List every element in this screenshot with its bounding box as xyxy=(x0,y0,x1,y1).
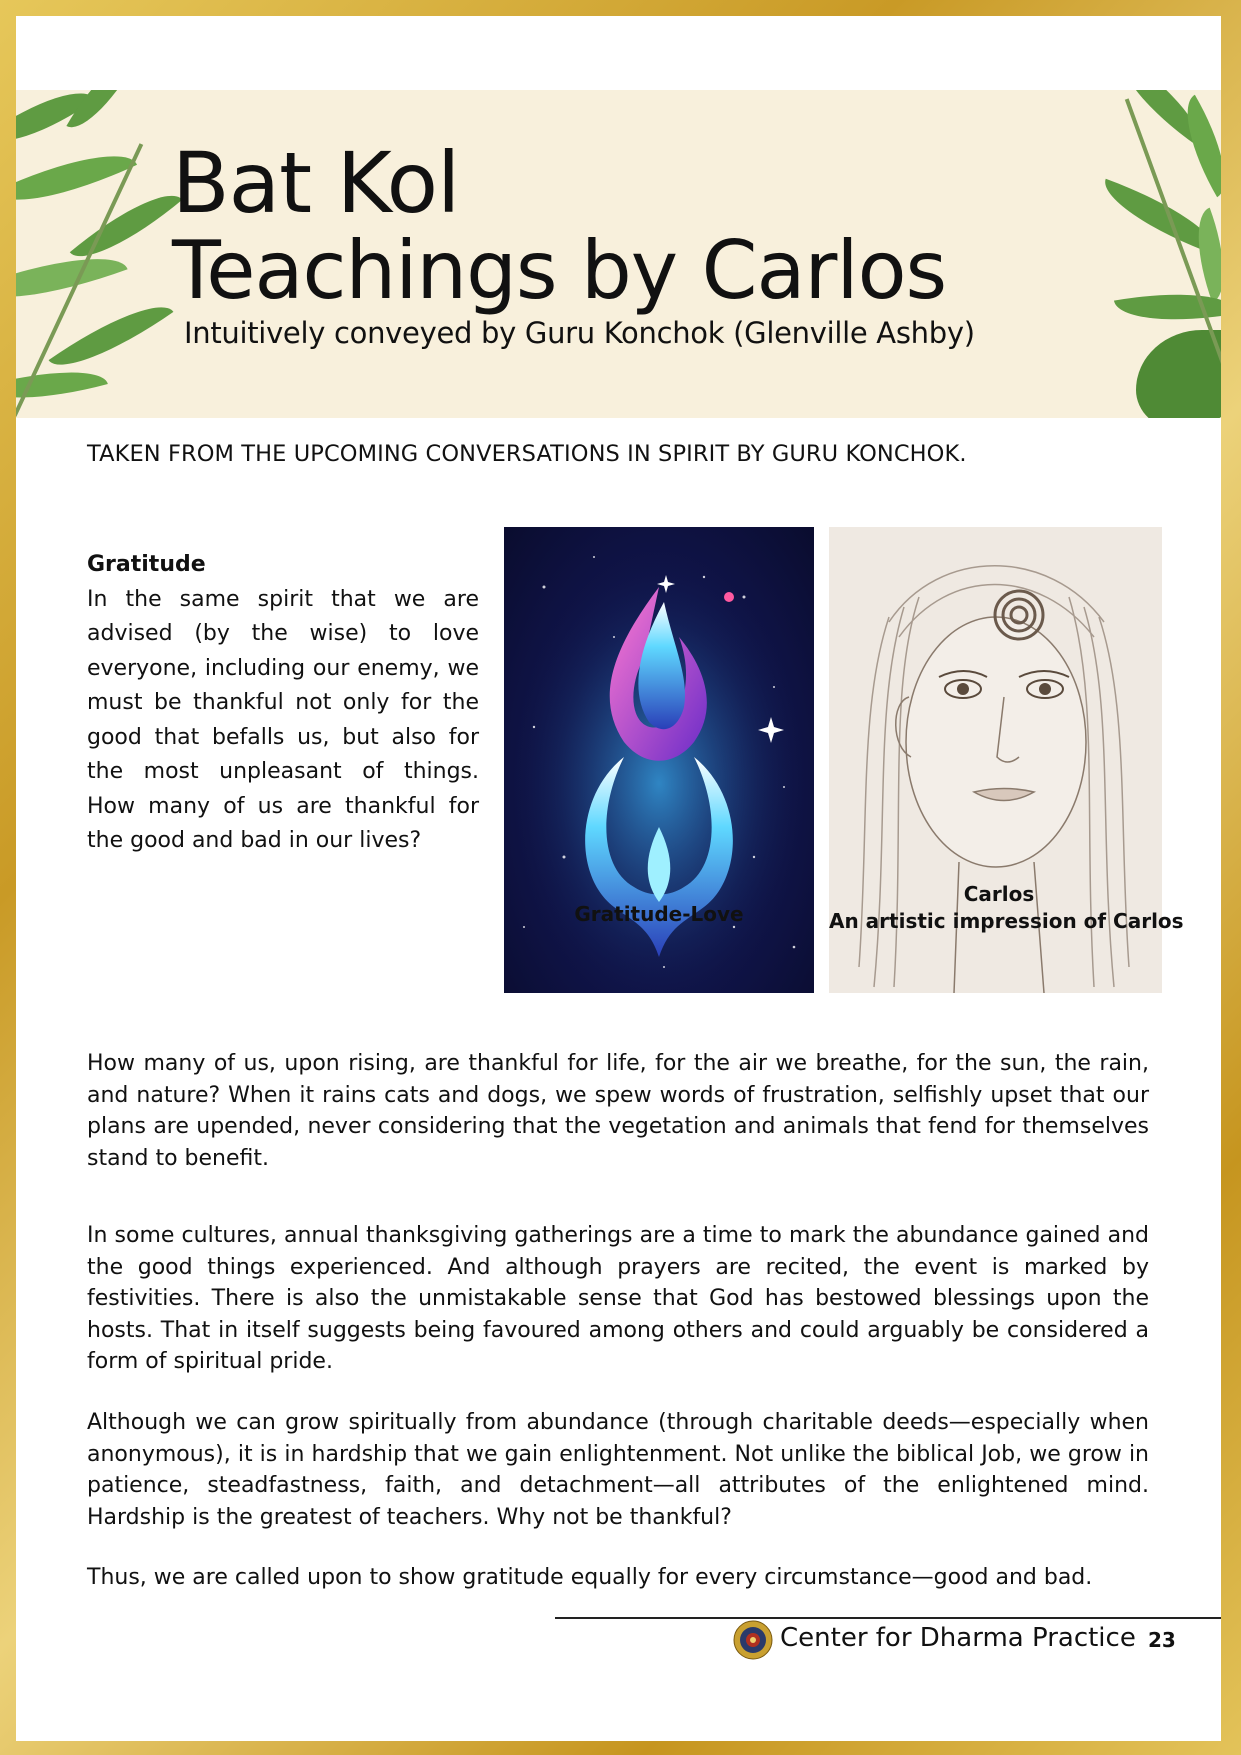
page xyxy=(16,16,1221,1741)
paragraph: Although we can grow spiritually from abundance (through charitable deeds—especially when anonymous), it is in hardship that we gain enlightenment. Not unlike the biblical Job, we grow in patience, steadfastness, faith, and detachment—all attributes of the enlightened mind. Hardship is the greatest of teachers. Why not be thankful? xyxy=(87,1410,1149,1530)
title-line-2: Teachings by Carlos xyxy=(172,224,947,317)
footer-org-name: Center for Dharma Practice xyxy=(780,1623,1136,1653)
caption-carlos-name: Carlos xyxy=(963,882,1035,906)
paragraph: Thus, we are called upon to show gratitude equally for every circumstance—good and bad. xyxy=(87,1565,1093,1590)
intro-block xyxy=(87,548,479,859)
page-number: 23 xyxy=(1148,1628,1176,1652)
caption-carlos-desc: An artistic impression of Carlos xyxy=(829,909,1184,933)
footer-divider xyxy=(555,1617,1221,1619)
paragraph: In some cultures, annual thanksgiving gatherings are a time to mark the abundance gained and the good things experienced. And although prayers are recited, the event is marked by festivities. There is also the unmistakable sense that God has bestowed blessings upon the hosts. That in itself suggests being favoured among others and could arguably be considered a form of spiritual pride. xyxy=(87,1223,1149,1374)
header-banner xyxy=(16,90,1221,418)
section-heading: Gratitude xyxy=(87,552,206,577)
source-note: TAKEN FROM THE UPCOMING CONVERSATIONS IN SPIRIT BY GURU KONCHOK. xyxy=(87,441,967,467)
paragraph: How many of us, upon rising, are thankful for life, for the air we breathe, for the sun, the rain, and nature? When it rains cats and dogs, we spew words of frustration, selfishly upset that our plans are upended, never considering that the vegetation and animals that fend for themselves stand to benefit. xyxy=(87,1051,1149,1171)
subtitle: Intuitively conveyed by Guru Konchok (Glenville Ashby) xyxy=(184,316,975,350)
title-line-1: Bat Kol xyxy=(172,134,460,232)
figure-caption-carlos xyxy=(829,881,1184,935)
figure-caption-gratitude: Gratitude-Love xyxy=(574,902,744,926)
dharma-center-logo-icon xyxy=(733,1620,773,1660)
intro-text: In the same spirit that we are advised (by the wise) to love everyone, including our enemy, we must be thankful not only for the good that befalls us, but also for the most unpleasant of things. How many of us are thankful for the good and bad in our lives? xyxy=(87,586,479,853)
